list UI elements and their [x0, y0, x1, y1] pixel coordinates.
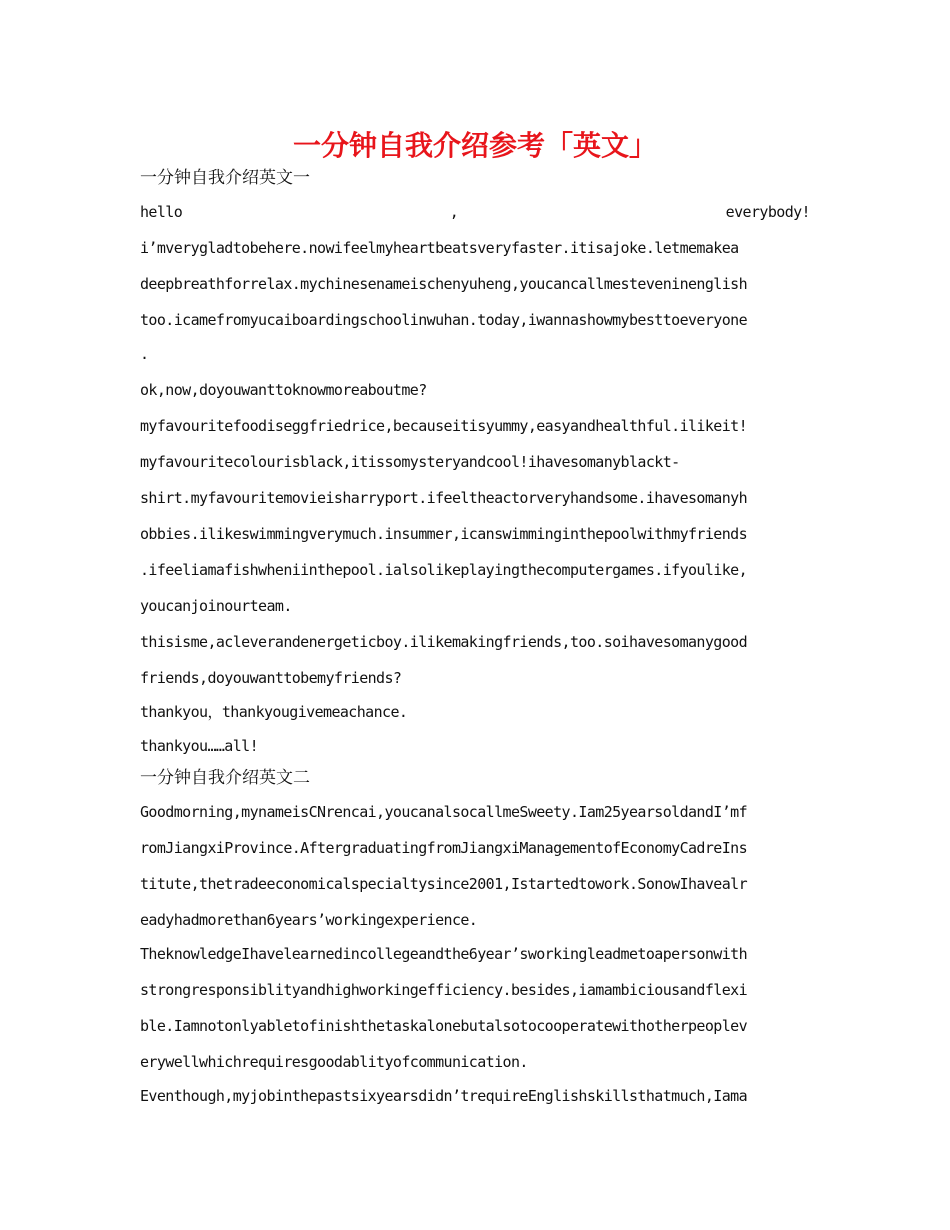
text-line: erywellwhichrequiresgoodablityofcommunication.: [140, 1053, 528, 1071]
text-line: thankyou……all!: [140, 737, 259, 755]
text-line: TheknowledgeIhavelearnedincollegeandthe6year’sworkingleadmetoapersonwith: [140, 945, 748, 963]
section-heading: 一分钟自我介绍英文一: [140, 168, 310, 188]
text-line: i’mverygladtobehere.nowifeelmyheartbeatsveryfaster.itisajoke.letmemakea: [140, 239, 739, 257]
text-line: .: [140, 345, 149, 363]
text-line: hello , everybody!: [140, 203, 810, 221]
section-heading: 一分钟自我介绍英文二: [140, 768, 310, 788]
text-line: youcanjoinourteam.: [140, 597, 292, 615]
text-line: romJiangxiProvince.AftergraduatingfromJiangxiManagementofEconomyCadreIns: [140, 839, 748, 857]
text-line: thisisme,acleverandenergeticboy.ilikemakingfriends,too.soihavesomanygood: [140, 633, 748, 651]
text-line: eadyhadmorethan6years’workingexperience.: [140, 911, 478, 929]
text-line: titute,thetradeeconomicalspecialtysince2001,Istartedtowork.SonowIhavealr: [140, 875, 748, 893]
text-line: too.icamefromyucaiboardingschoolinwuhan.today,iwannashowmybesttoeveryone: [140, 311, 748, 329]
text-line: ble.Iamnotonlyabletofinishthetaskalonebutalsotocooperatewithotherpeoplev: [140, 1017, 748, 1035]
text-line: obbies.ilikeswimmingverymuch.insummer,icanswimminginthepoolwithmyfriends: [140, 525, 748, 543]
text-line: myfavouritefoodiseggfriedrice,becauseitisyummy,easyandhealthful.ilikeit!: [140, 417, 748, 435]
text-line: ok,now,doyouwanttoknowmoreaboutme?: [140, 381, 427, 399]
text-line: strongresponsiblityandhighworkingefficiency.besides,iamambiciousandflexi: [140, 981, 748, 999]
text-line: Goodmorning,mynameisCNrencai,youcanalsocallmeSweety.Iam25yearsoldandI’mf: [140, 803, 748, 821]
text-line: deepbreathforrelax.mychinesenameischenyuheng,youcancallmesteveninenglish: [140, 275, 748, 293]
text-line: friends,doyouwanttobemyfriends?: [140, 669, 402, 687]
text-line: shirt.myfavouritemovieisharryport.ifeeltheactorveryhandsome.ihavesomanyh: [140, 489, 748, 507]
text-line: thankyou，thankyougivemeachance.: [140, 703, 408, 721]
document-title: 一分钟自我介绍参考「英文」: [292, 129, 657, 162]
text-line: Eventhough,myjobinthepastsixyearsdidn’trequireEnglishskillsthatmuch,Iama: [140, 1087, 748, 1105]
text-line: .ifeeliamafishwheniinthepool.ialsolikeplayingthecomputergames.ifyoulike,: [140, 561, 748, 579]
text-line: myfavouritecolourisblack,itissomysteryandcool!ihavesomanyblackt-: [140, 453, 680, 471]
